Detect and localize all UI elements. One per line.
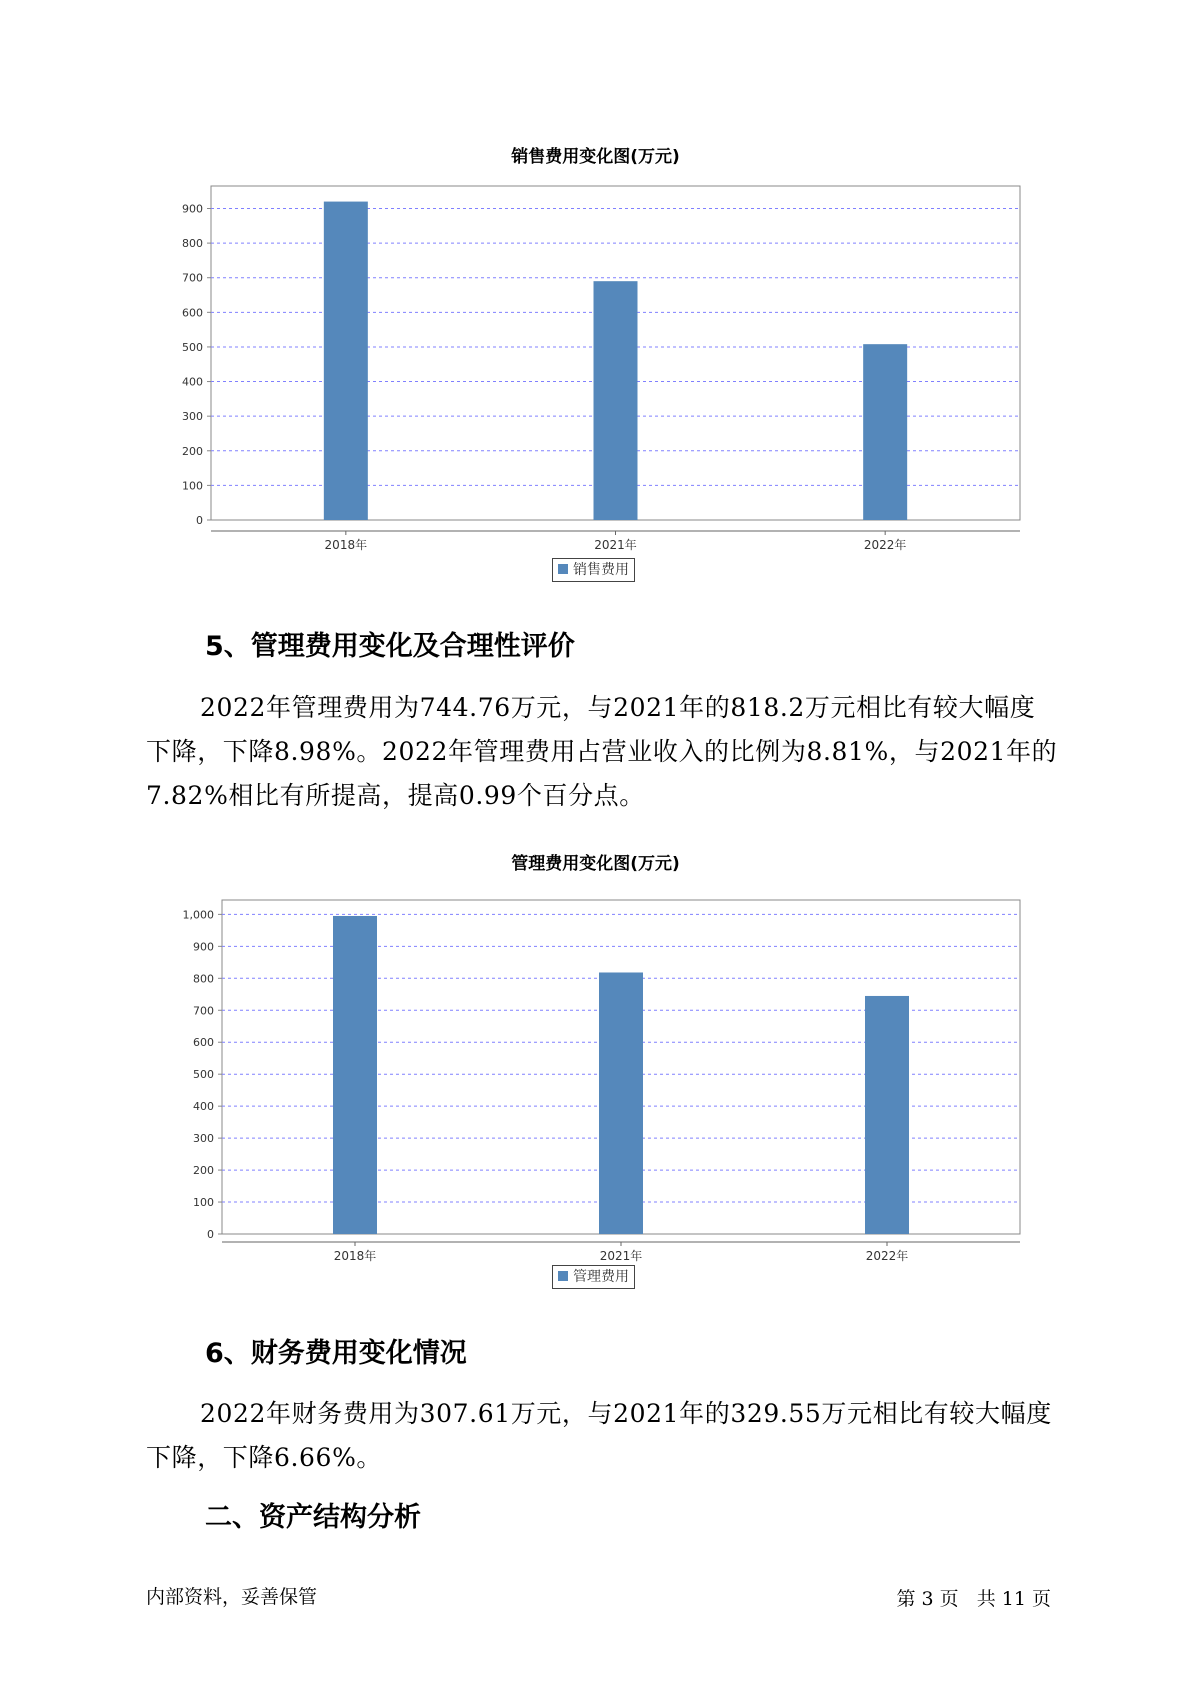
y-tick-label: 900: [182, 202, 203, 216]
y-tick-label: 700: [182, 271, 203, 285]
y-tick-label: 800: [182, 237, 203, 251]
y-tick-label: 600: [193, 1036, 214, 1050]
y-tick-label: 400: [193, 1100, 214, 1114]
y-tick-label: 300: [182, 410, 203, 424]
x-tick-label: 2021年: [594, 538, 637, 552]
y-tick-label: 100: [193, 1196, 214, 1210]
section5-heading: 5、管理费用变化及合理性评价: [205, 631, 575, 662]
section6-paragraph: 2022年财务费用为307.61万元，与2021年的329.55万元相比有较大幅度下降，下降6.66%。: [146, 1399, 1052, 1472]
y-tick-label: 300: [193, 1132, 214, 1146]
x-tick-label: 2018年: [324, 538, 368, 552]
chart2-title: 管理费用变化图(万元): [511, 854, 680, 874]
y-tick-label: 400: [182, 375, 203, 389]
y-tick-label: 0: [207, 1228, 214, 1241]
x-tick-label: 2022年: [865, 1249, 909, 1263]
chart1-legend-label: 销售费用: [573, 562, 629, 578]
y-tick-label: 100: [182, 479, 203, 493]
section5-paragraph: 2022年管理费用为744.76万元，与2021年的818.2万元相比有较大幅度下降，下降8.98%。2022年管理费用占营业收入的比例为8.81%，与2021年的7.82%相比有所提高，提高0.99个百分点。: [146, 693, 1058, 810]
y-tick-label: 0: [196, 514, 203, 527]
y-tick-label: 500: [193, 1068, 214, 1082]
chart2-legend: [552, 1265, 635, 1289]
y-tick-label: 800: [193, 972, 214, 986]
bar: [865, 996, 909, 1234]
chart1-title: 销售费用变化图(万元): [511, 147, 680, 167]
chart2-legend-label: 管理费用: [573, 1269, 629, 1285]
section-two-heading: 二、资产结构分析: [205, 1502, 421, 1533]
x-tick-label: 2018年: [333, 1249, 377, 1263]
x-tick-label: 2022年: [863, 538, 907, 552]
bar: [333, 916, 377, 1234]
y-tick-label: 900: [193, 940, 214, 954]
bar: [599, 972, 643, 1234]
section6-heading: 6、财务费用变化情况: [205, 1338, 467, 1369]
legend-swatch-icon: [558, 1271, 568, 1281]
y-tick-label: 200: [193, 1164, 214, 1178]
x-tick-label: 2021年: [599, 1249, 643, 1263]
y-tick-label: 200: [182, 444, 203, 458]
y-tick-label: 700: [193, 1004, 214, 1018]
y-tick-label: 600: [182, 306, 203, 320]
page-number: 第 3 页 共 11 页: [896, 1588, 1051, 1610]
y-tick-label: 1,000: [182, 908, 214, 922]
y-tick-label: 500: [182, 340, 203, 354]
footer-note: 内部资料，妥善保管: [146, 1586, 318, 1608]
